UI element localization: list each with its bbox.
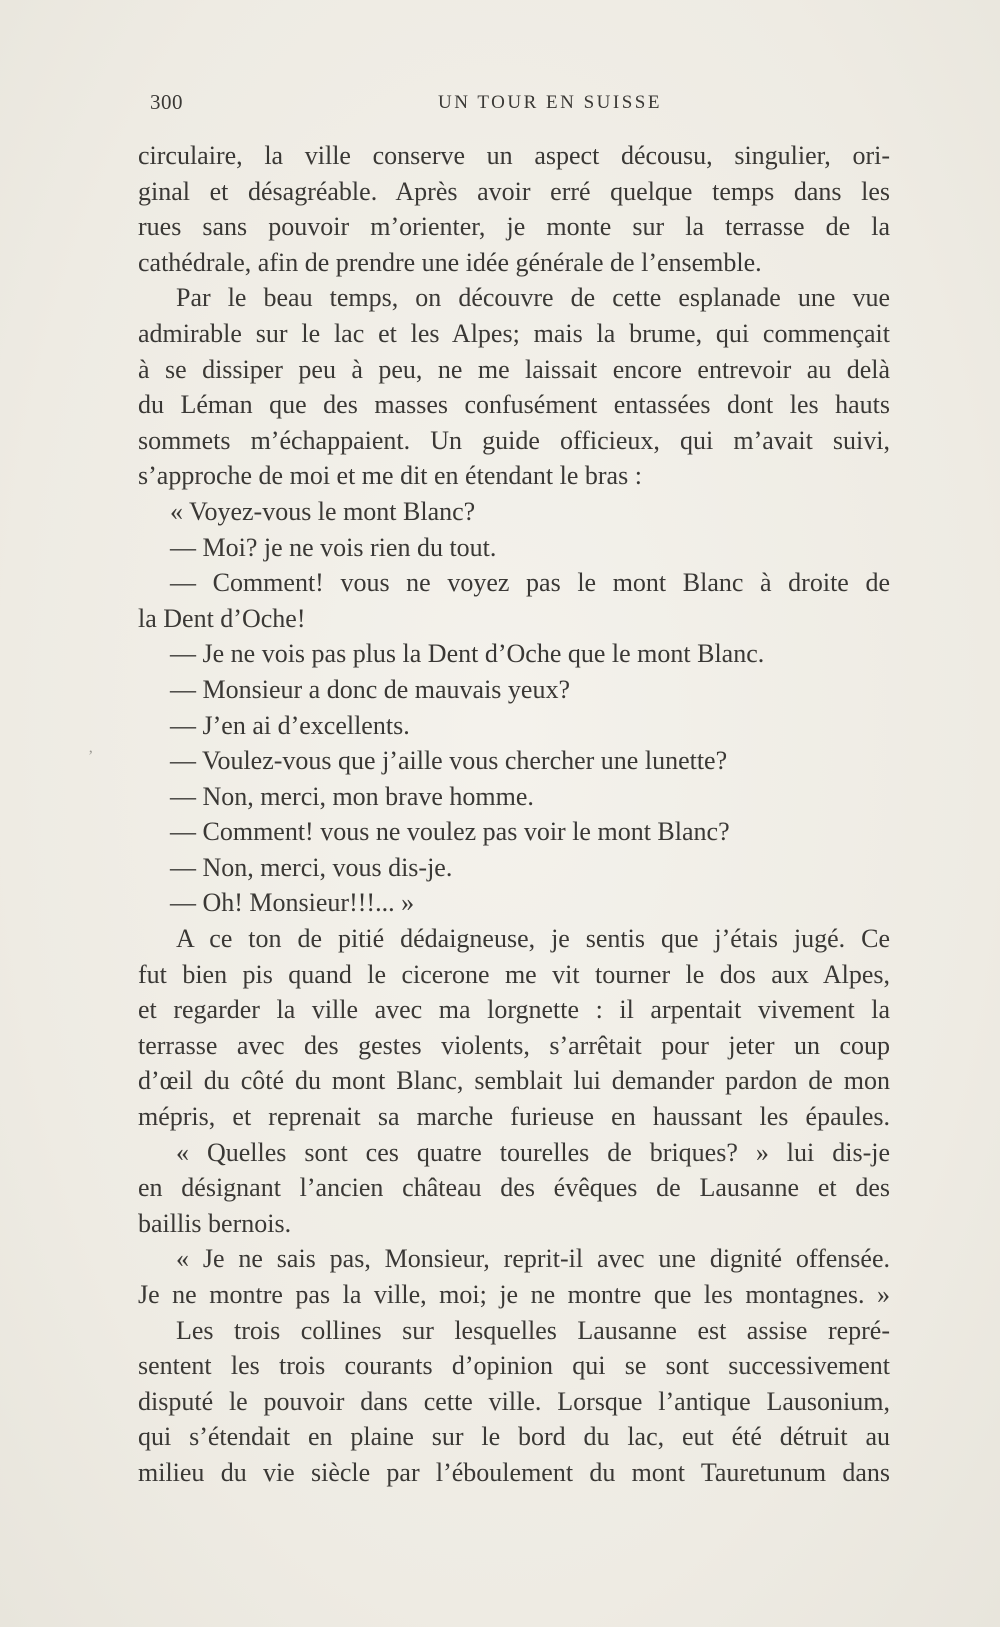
text-line: rues sans pouvoir m’orienter, je monte sur la terrasse de la xyxy=(138,212,890,242)
text-line: sommets m’échappaient. Un guide officieux, qui m’avait suivi, xyxy=(138,425,890,455)
text-line: sentent les trois courants d’opinion qui se sont successivement xyxy=(138,1351,890,1381)
body-text xyxy=(138,138,890,1491)
text-line: mépris, et reprenait sa marche furieuse en haussant les épaules. xyxy=(138,1102,890,1132)
text-line: « Voyez-vous le mont Blanc? xyxy=(170,496,476,526)
text-line: — Moi? je ne vois rien du tout. xyxy=(170,532,497,562)
text-line: — Je ne vois pas plus la Dent d’Oche que le mont Blanc. xyxy=(170,639,765,669)
text-line: milieu du vie siècle par l’éboulement du mont Tauretunum dans xyxy=(138,1457,890,1487)
page-header xyxy=(150,90,894,120)
text-line: du Léman que des masses confusément entassées dont les hauts xyxy=(138,390,890,420)
text-line: en désignant l’ancien château des évêques de Lausanne et des xyxy=(138,1173,890,1203)
text-line: d’œil du côté du mont Blanc, semblait lui demander pardon de mon xyxy=(138,1066,890,1096)
text-line: et regarder la ville avec ma lorgnette : il arpentait vivement la xyxy=(138,995,890,1025)
margin-mark: ’ xyxy=(88,748,94,765)
text-line: « Quelles sont ces quatre tourelles de briques? » lui dis-je xyxy=(176,1137,890,1167)
text-line: « Je ne sais pas, Monsieur, reprit-il avec une dignité offensée. xyxy=(176,1244,890,1274)
text-line: Par le beau temps, on découvre de cette esplanade une vue xyxy=(176,283,890,313)
text-line: cathédrale, afin de prendre une idée générale de l’ensemble. xyxy=(138,247,762,277)
text-line: — Comment! vous ne voyez pas le mont Blanc à droite de xyxy=(170,568,890,598)
text-line: — Non, merci, vous dis-je. xyxy=(170,852,453,882)
text-line: Les trois collines sur lesquelles Lausanne est assise repré- xyxy=(176,1315,890,1345)
text-line: — Monsieur a donc de mauvais yeux? xyxy=(170,674,571,704)
text-line: à se dissiper peu à peu, ne me laissait encore entrevoir au delà xyxy=(138,354,890,384)
text-line: — Oh! Monsieur!!!... » xyxy=(170,888,415,918)
text-line: baillis bernois. xyxy=(138,1208,292,1238)
text-line: disputé le pouvoir dans cette ville. Lorsque l’antique Lausonium, xyxy=(138,1386,890,1416)
running-title: UN TOUR EN SUISSE xyxy=(438,92,662,113)
text-line: A ce ton de pitié dédaigneuse, je sentis que j’étais jugé. Ce xyxy=(176,924,890,954)
text-line: circulaire, la ville conserve un aspect décousu, singulier, ori- xyxy=(138,141,890,170)
text-line: ginal et désagréable. Après avoir erré quelque temps dans les xyxy=(138,176,890,206)
text-line: — Voulez-vous que j’aille vous chercher une lunette? xyxy=(170,746,728,776)
text-line: la Dent d’Oche! xyxy=(138,603,306,633)
page-number: 300 xyxy=(150,90,183,114)
text-line: Je ne montre pas la ville, moi; je ne montre que les montagnes. » xyxy=(138,1280,890,1309)
text-line: qui s’étendait en plaine sur le bord du lac, eut été détruit au xyxy=(138,1422,890,1452)
text-line: admirable sur le lac et les Alpes; mais la brume, qui commençait xyxy=(138,318,890,348)
text-line: — Comment! vous ne voulez pas voir le mont Blanc? xyxy=(170,817,730,847)
text-line: fut bien pis quand le cicerone me vit tourner le dos aux Alpes, xyxy=(138,959,890,989)
text-line: — Non, merci, mon brave homme. xyxy=(170,781,534,811)
text-line: terrasse avec des gestes violents, s’arrêtait pour jeter un coup xyxy=(138,1030,890,1060)
text-line: s’approche de moi et me dit en étendant le bras : xyxy=(138,461,642,491)
text-line: — J’en ai d’excellents. xyxy=(170,710,410,740)
